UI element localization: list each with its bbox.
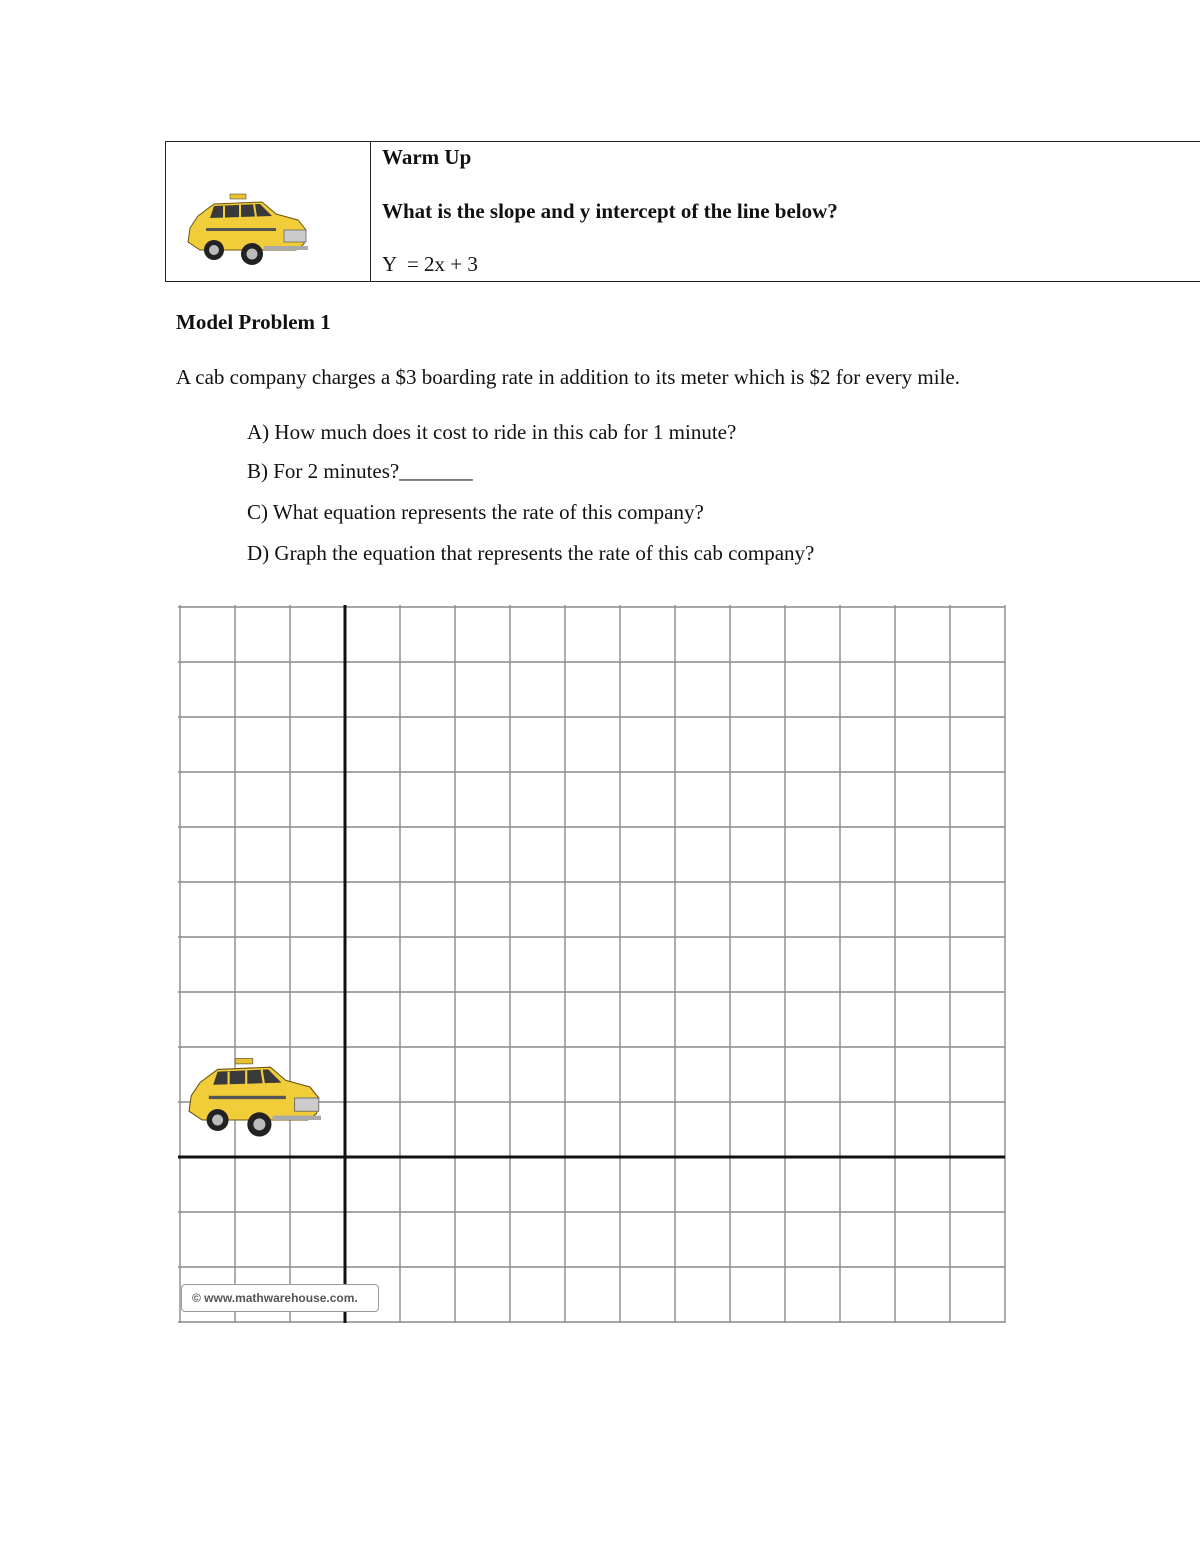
watermark-label: © www.mathwarehouse.com. [181,1284,379,1312]
question-a: A) How much does it cost to ride in this cab for 1 minute? [247,420,737,444]
warmup-table [165,141,1200,282]
grid-svg [178,605,1008,1323]
question-d: D) Graph the equation that represents the rate of this cab company? [247,541,815,565]
warmup-image-cell [166,142,371,281]
warmup-title: Warm Up [382,145,472,169]
warmup-text-cell [382,142,1200,281]
taxi-cab-image [184,190,312,270]
model-problem-text: A cab company charges a $3 boarding rate in addition to its meter which is $2 for every mile. [176,365,960,389]
taxi-cab-image [184,1054,326,1142]
question-b: B) For 2 minutes?_______ [247,459,473,483]
question-c: C) What equation represents the rate of this company? [247,500,704,524]
warmup-equation: Y = 2x + 3 [382,252,478,276]
coordinate-grid[interactable] [178,605,1008,1323]
model-problem-title: Model Problem 1 [176,310,331,334]
warmup-question: What is the slope and y intercept of the line below? [382,199,838,223]
